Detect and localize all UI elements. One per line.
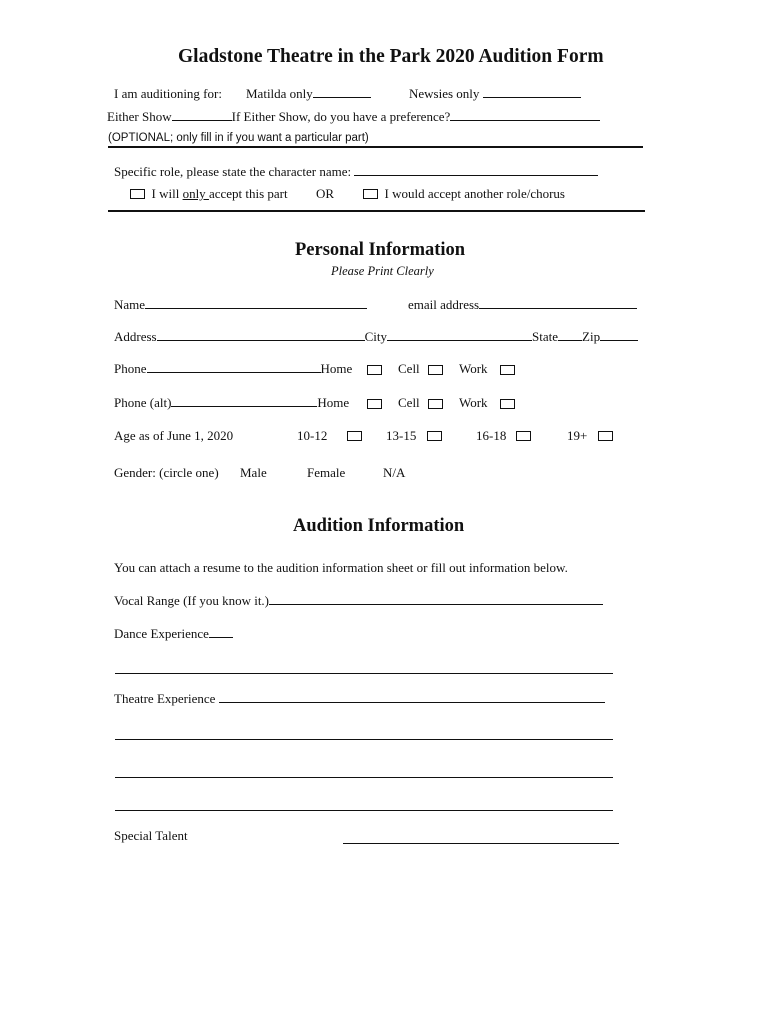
dance-label: Dance Experience — [114, 626, 209, 641]
age-13-15-checkbox[interactable] — [427, 431, 442, 441]
accept-other-option[interactable] — [363, 186, 565, 202]
form-title: Gladstone Theatre in the Park 2020 Audition Form — [178, 46, 604, 67]
email-field[interactable] — [408, 297, 637, 313]
theatre-label: Theatre Experience — [114, 691, 216, 706]
phone-alt-cell-label: Cell — [398, 395, 420, 410]
either-show-row — [107, 109, 600, 125]
dance-line[interactable] — [115, 673, 613, 674]
gender-option-female[interactable]: Female — [307, 465, 346, 480]
state-blank[interactable] — [558, 329, 582, 341]
accept-other-checkbox[interactable] — [363, 189, 378, 199]
preference-label: If Either Show, do you have a preference? — [231, 109, 451, 124]
age-label: Age as of June 1, 2020 — [114, 428, 234, 443]
phone-cell-label: Cell — [398, 361, 420, 376]
only-prefix-text: I will — [151, 186, 183, 201]
optional-note: (OPTIONAL; only fill in if you want a particular part) — [108, 132, 369, 144]
age-10-12-checkbox[interactable] — [347, 431, 362, 441]
address-label: Address — [114, 329, 157, 344]
email-blank[interactable] — [479, 297, 637, 309]
dance-blank[interactable] — [209, 626, 233, 638]
theatre-line[interactable] — [115, 810, 613, 811]
gender-label: Gender: (circle one) — [114, 465, 219, 480]
address-blank[interactable] — [157, 329, 365, 341]
gender-option-male[interactable]: Male — [240, 465, 267, 480]
phone-work-checkbox[interactable] — [500, 365, 515, 375]
email-label: email address — [408, 297, 480, 312]
age-range-label: 16-18 — [476, 428, 507, 443]
name-blank[interactable] — [145, 297, 367, 309]
auditioning-for-label: I am auditioning for: — [114, 86, 222, 101]
theatre-line[interactable] — [115, 739, 613, 740]
only-this-part-option[interactable] — [130, 186, 288, 202]
specific-role-row — [114, 164, 598, 180]
audition-info-heading: Audition Information — [293, 516, 465, 536]
phone-blank[interactable] — [147, 361, 321, 373]
dance-field[interactable] — [114, 626, 233, 642]
age-range-label: 13-15 — [386, 428, 417, 443]
phone-home-checkbox[interactable] — [367, 365, 382, 375]
city-label: City — [364, 329, 388, 344]
phone-alt-blank[interactable] — [171, 395, 317, 407]
phone-alt-field[interactable] — [114, 395, 349, 411]
newsies-blank[interactable] — [483, 86, 581, 98]
matilda-option[interactable] — [246, 86, 371, 102]
theatre-field[interactable] — [114, 691, 605, 707]
address-row — [114, 329, 638, 345]
phone-label: Phone — [114, 361, 147, 376]
newsies-label: Newsies only — [409, 86, 480, 101]
newsies-option[interactable] — [409, 86, 581, 102]
phone-home-label: Home — [320, 361, 353, 376]
gender-option-na[interactable]: N/A — [383, 465, 406, 480]
phone-alt-work-label: Work — [459, 395, 488, 410]
resume-note: You can attach a resume to the audition information sheet or fill out information below. — [114, 560, 568, 575]
age-19-plus-checkbox[interactable] — [598, 431, 613, 441]
specific-role-label: Specific role, please state the character name: — [114, 164, 352, 179]
special-talent-label: Special Talent — [114, 828, 188, 843]
phone-alt-home-label: Home — [317, 395, 350, 410]
phone-alt-label: Phone (alt) — [114, 395, 172, 410]
phone-field[interactable] — [114, 361, 352, 377]
either-show-label: Either Show — [107, 109, 172, 124]
only-word-text: only — [182, 186, 209, 201]
age-16-18-checkbox[interactable] — [516, 431, 531, 441]
age-range-label: 19+ — [567, 428, 588, 443]
preference-blank[interactable] — [450, 109, 600, 121]
age-range-label: 10-12 — [297, 428, 328, 443]
phone-cell-checkbox[interactable] — [428, 365, 443, 375]
specific-role-blank[interactable] — [354, 164, 598, 176]
either-show-blank[interactable] — [172, 109, 232, 121]
name-label: Name — [114, 297, 146, 312]
special-talent-line[interactable] — [343, 843, 619, 844]
vocal-range-field[interactable] — [114, 593, 603, 609]
matilda-blank[interactable] — [313, 86, 371, 98]
name-field[interactable] — [114, 297, 367, 313]
state-label: State — [532, 329, 559, 344]
city-blank[interactable] — [387, 329, 532, 341]
theatre-blank[interactable] — [219, 691, 605, 703]
phone-alt-home-checkbox[interactable] — [367, 399, 382, 409]
accept-other-label: I would accept another role/chorus — [384, 186, 565, 201]
divider-top — [108, 146, 643, 148]
phone-work-label: Work — [459, 361, 488, 376]
phone-alt-work-checkbox[interactable] — [500, 399, 515, 409]
only-suffix-text: accept this part — [208, 186, 288, 201]
matilda-label: Matilda only — [246, 86, 313, 101]
zip-label: Zip — [582, 329, 601, 344]
theatre-line[interactable] — [115, 777, 613, 778]
divider-bottom — [108, 210, 645, 212]
print-clearly-subheading: Please Print Clearly — [331, 264, 434, 278]
phone-alt-cell-checkbox[interactable] — [428, 399, 443, 409]
vocal-range-label: Vocal Range (If you know it.) — [114, 593, 270, 608]
only-this-part-checkbox[interactable] — [130, 189, 145, 199]
or-label: OR — [316, 186, 335, 201]
personal-info-heading: Personal Information — [295, 240, 466, 260]
zip-blank[interactable] — [600, 329, 638, 341]
vocal-range-blank[interactable] — [269, 593, 603, 605]
